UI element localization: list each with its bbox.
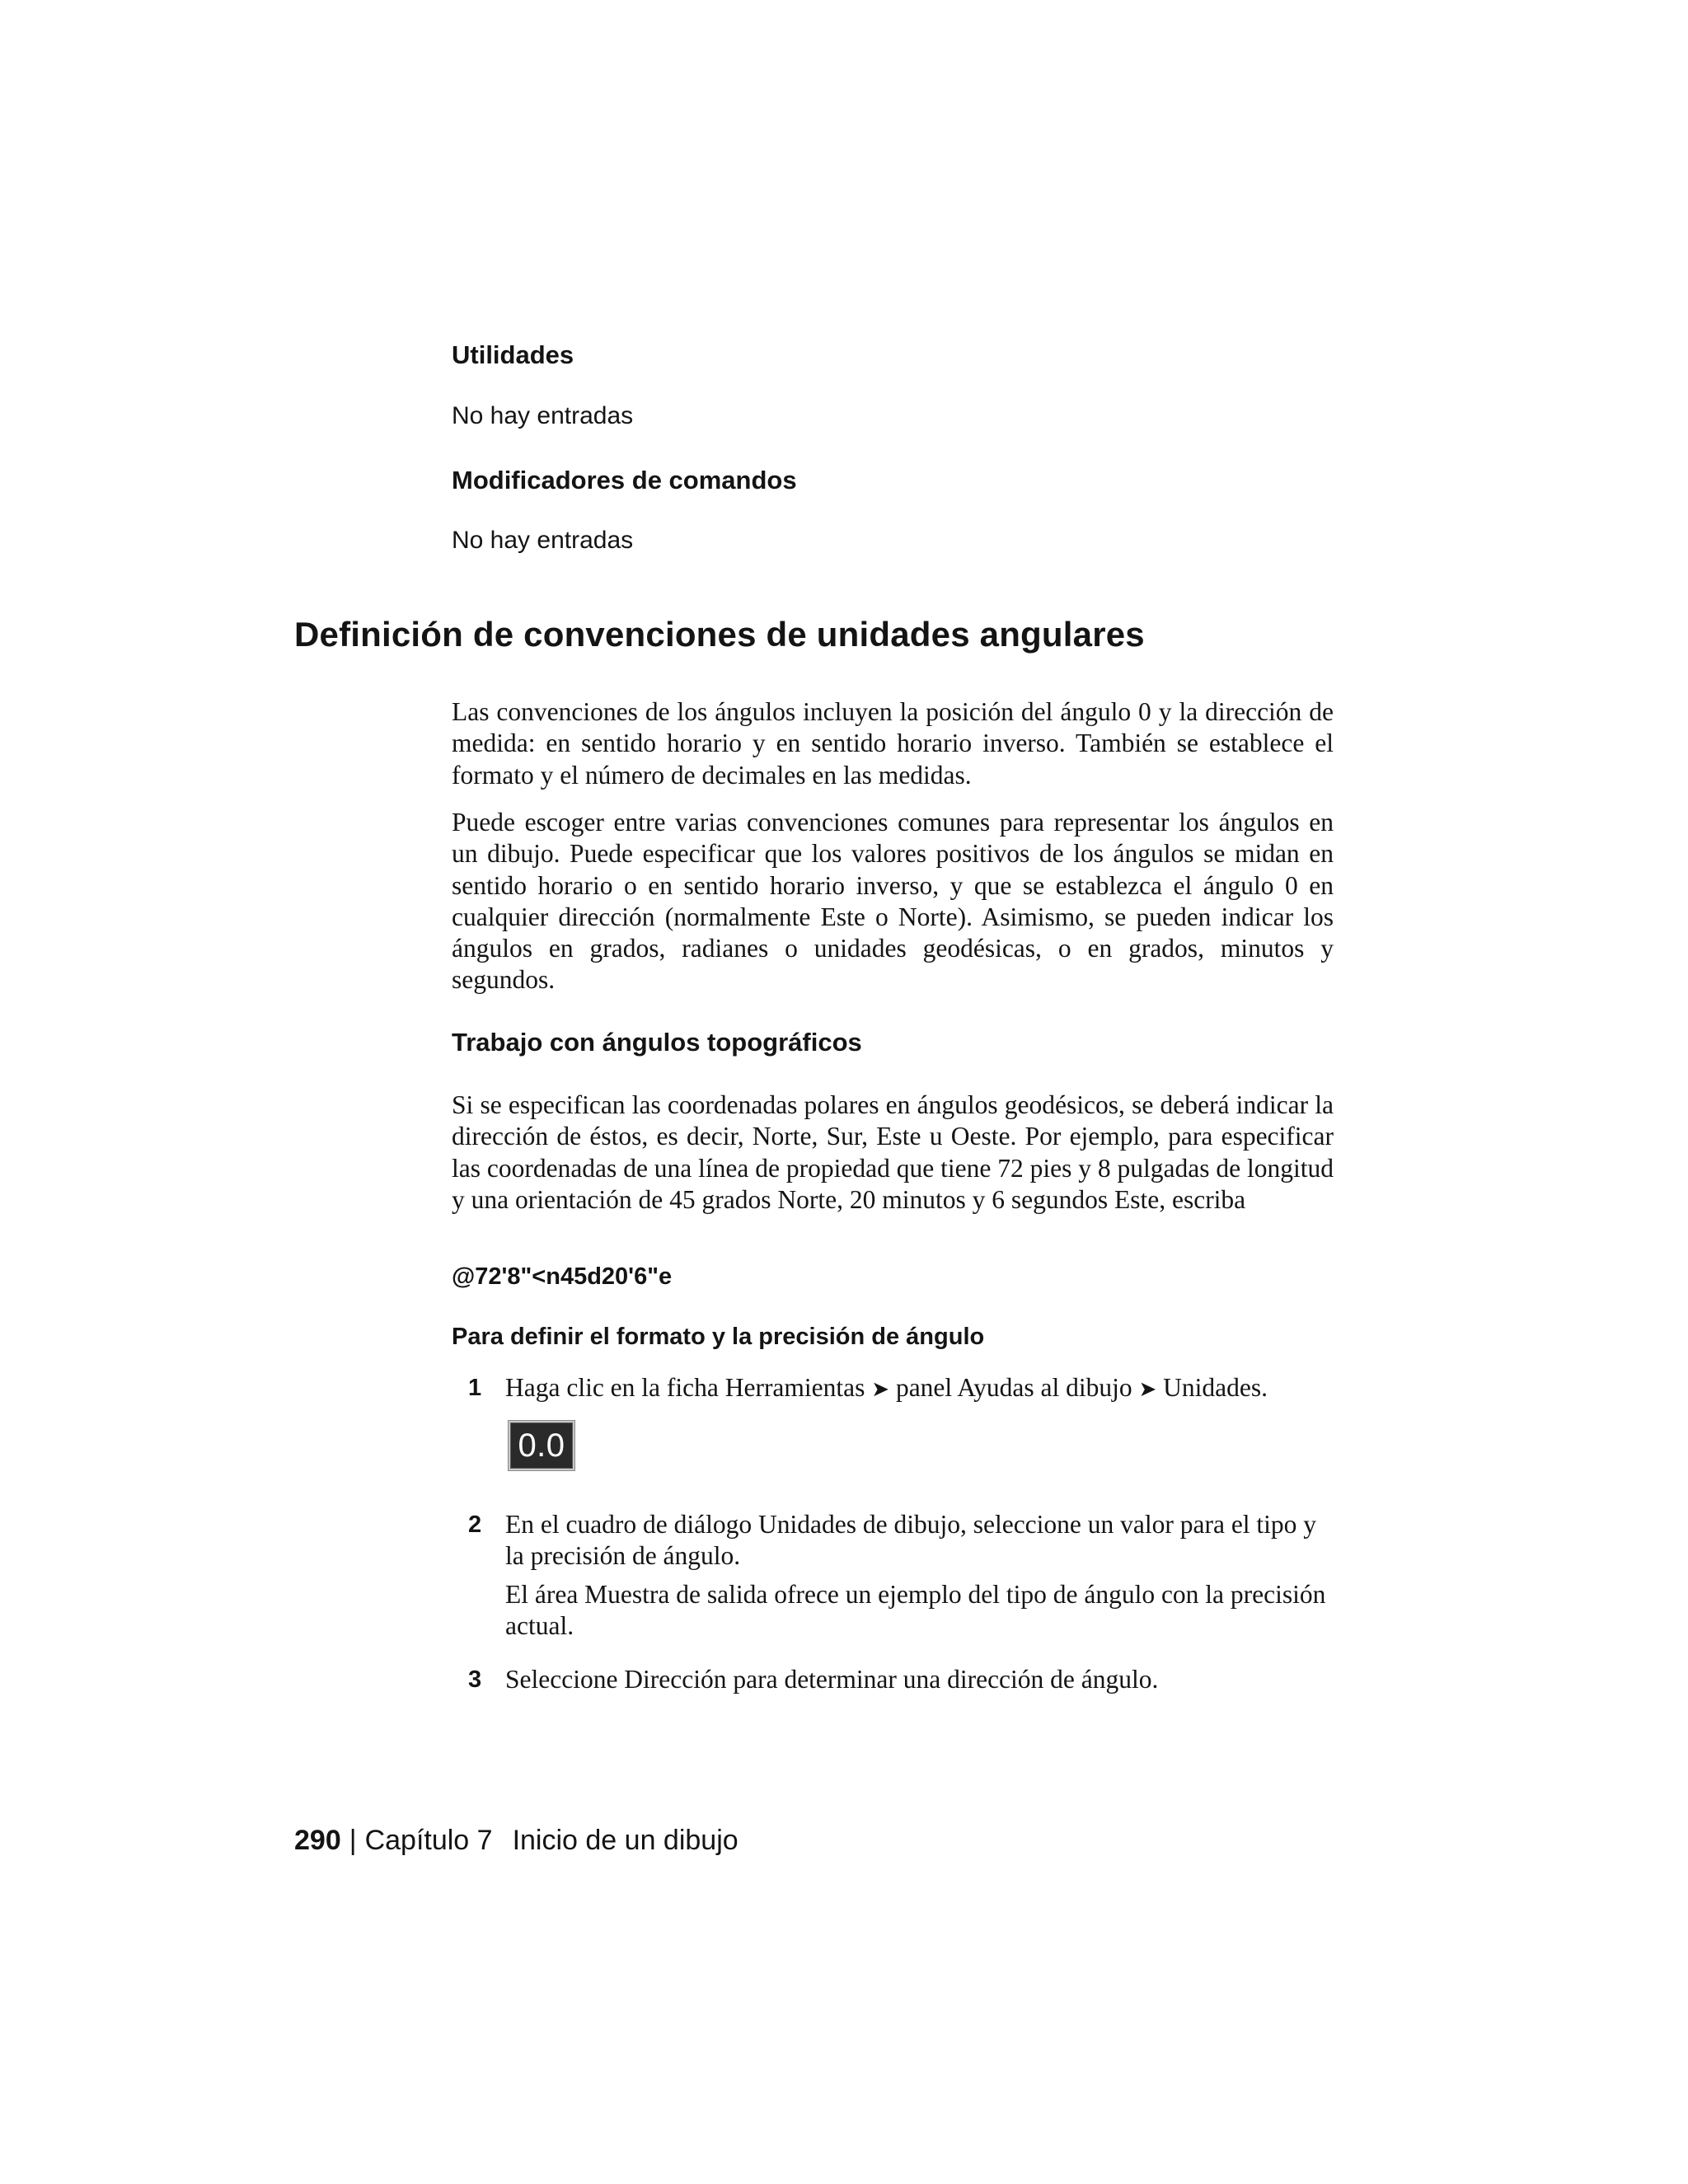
step-number: 3 [468, 1666, 482, 1693]
conventions-paragraph: Puede escoger entre varias convenciones comunes para representar los ángulos en un dibujo. Puede especificar que los valores positivos de los ángulos se midan en sentido horario o en sentido horario inverso, y que se establezca el ángulo 0 en cualquier dirección (normalmente Este o Norte). Asimismo, se pueden indicar los ángulos en grados, radianes o unidades geodésicas, o en grados, minutos y segundos. [452, 808, 1334, 995]
step-number: 1 [468, 1375, 482, 1401]
units-icon-label: 0.0 [518, 1427, 565, 1464]
arrow-icon: ➤ [871, 1377, 890, 1402]
subsection-heading: Trabajo con ángulos topográficos [452, 1028, 862, 1057]
intro-paragraph: Las convenciones de los ángulos incluyen la posición del ángulo 0 y la dirección de medida: en sentido horario y en sentido horario inverso. También se establece el formato y el número de decimales en las medidas. [452, 697, 1334, 790]
chapter-title: Inicio de un dibujo [512, 1825, 738, 1856]
heading-modificadores: Modificadores de comandos [452, 466, 797, 494]
heading-utilidades: Utilidades [452, 340, 574, 369]
step-text: Seleccione Dirección para determinar una dirección de ángulo. [505, 1665, 1159, 1694]
procedure-title: Para definir el formato y la precisión de ángulo [452, 1324, 985, 1350]
section-title: Definición de convenciones de unidades angulares [294, 615, 1145, 654]
page-number: 290 [294, 1825, 341, 1856]
arrow-icon: ➤ [1138, 1377, 1157, 1402]
units-icon[interactable] [509, 1421, 574, 1470]
step-note: El área Muestra de salida ofrece un ejemplo del tipo de ángulo con la precisión actual. [505, 1580, 1326, 1641]
footer-separator: | [349, 1825, 357, 1856]
step-text [505, 1372, 1338, 1405]
chapter-label: Capítulo 7 [364, 1825, 493, 1856]
step-text-part: Unidades. [1163, 1373, 1268, 1402]
page-footer [294, 1822, 738, 1858]
surveyor-paragraph: Si se especifican las coordenadas polares en ángulos geodésicos, se deberá indicar la dirección de éstos, es decir, Norte, Sur, Este u Oeste. Por ejemplo, para especificar las coordenadas de una línea de propiedad que tiene 72 pies y 8 pulgadas de longitud y una orientación de 45 grados Norte, 20 minutos y 6 segundos Este, escriba [452, 1090, 1334, 1214]
step-text-part: panel Ayudas al dibujo [895, 1373, 1132, 1402]
step-number: 2 [468, 1511, 482, 1538]
modificadores-text: No hay entradas [452, 527, 634, 554]
step-text: En el cuadro de diálogo Unidades de dibujo, seleccione un valor para el tipo y la precisión de ángulo. [505, 1510, 1317, 1571]
code-example: @72'8"<n45d20'6"e [452, 1263, 673, 1290]
utilidades-text: No hay entradas [452, 402, 634, 429]
step-text-part: Haga clic en la ficha Herramientas [505, 1373, 865, 1402]
